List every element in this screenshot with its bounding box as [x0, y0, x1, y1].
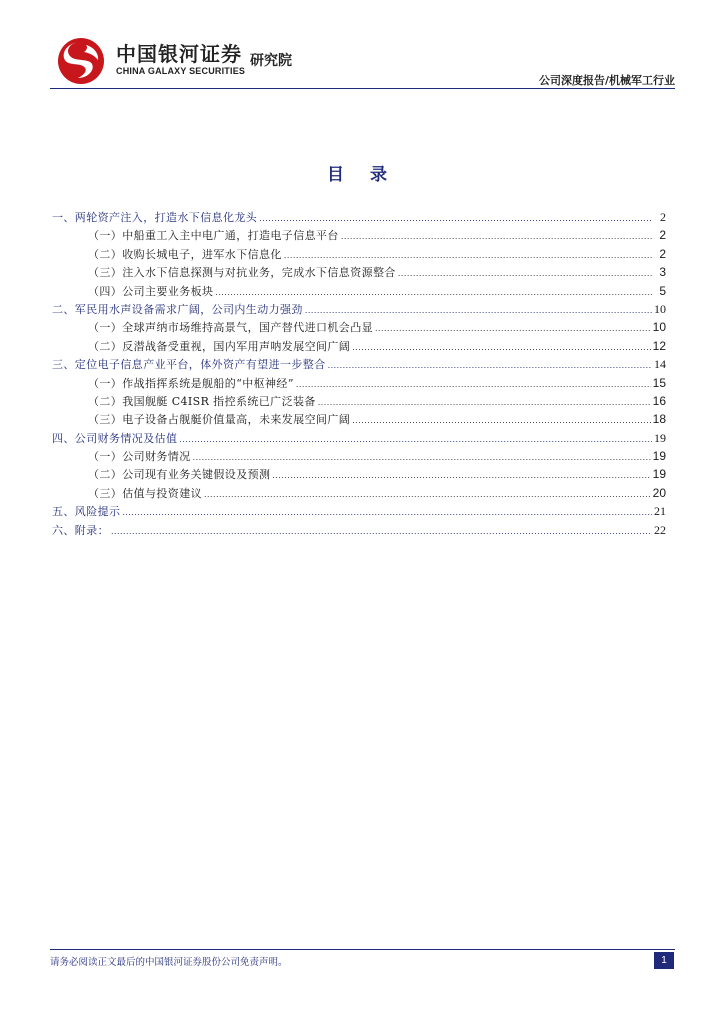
toc-entry-label: （三）电子设备占舰艇价值量高，未来发展空间广阔: [88, 413, 351, 427]
toc-entry-page: 2: [659, 228, 666, 243]
toc-entry[interactable]: [52, 484, 666, 502]
toc-entry-page: 2: [659, 246, 666, 261]
toc-entry[interactable]: [52, 355, 666, 373]
toc-leader-dots: [284, 246, 652, 264]
toc-entry-page: 20: [652, 485, 666, 500]
toc-entry[interactable]: [52, 374, 666, 392]
toc-leader-dots: [296, 375, 651, 393]
toc-entry-label: （二）反潜战备受重视，国内军用声呐发展空间广阔: [88, 339, 351, 353]
toc-entry-page: 22: [654, 522, 666, 537]
toc-leader-dots: [305, 301, 652, 319]
toc-entry-page: 16: [652, 393, 666, 408]
logo-english-name: CHINA GALAXY SECURITIES: [116, 66, 246, 76]
logo-institute-label: 研究院: [250, 53, 292, 69]
toc-entry[interactable]: [52, 282, 666, 300]
toc-entry[interactable]: [52, 465, 666, 483]
toc-entry[interactable]: [52, 429, 666, 447]
toc-entry-page: 18: [652, 412, 666, 427]
logo-chinese-name: 中国银河证券: [116, 42, 242, 66]
toc-entry-page: 10: [652, 320, 666, 335]
footer-disclaimer: 请务必阅读正文最后的中国银河证券股份公司免责声明。: [50, 957, 288, 968]
toc-entry-page: 12: [652, 338, 666, 353]
toc-entry-label: （二）我国舰艇 C4ISR 指控系统已广泛装备: [88, 394, 316, 408]
toc-leader-dots: [318, 393, 651, 411]
toc-entry-label: 三、定位电子信息产业平台，体外资产有望进一步整合: [52, 358, 326, 372]
toc-entry-page: 15: [652, 375, 666, 390]
toc-entry-page: 14: [654, 357, 666, 372]
toc-entry-page: 21: [654, 504, 666, 519]
toc-entry[interactable]: [52, 226, 666, 244]
toc-entry-label: （一）全球声纳市场维持高景气，国产替代进口机会凸显: [88, 321, 373, 335]
toc-leader-dots: [341, 227, 652, 245]
toc-entry-label: 五、风险提示: [52, 505, 121, 519]
toc-entry-label: （一）公司财务情况: [88, 450, 191, 464]
toc-entry-label: （三）注入水下信息探测与对抗业务，完成水下信息资源整合: [88, 266, 396, 280]
toc-title: 目 录: [327, 165, 397, 185]
toc-entry-page: 3: [659, 265, 666, 280]
toc-entry[interactable]: [52, 208, 666, 226]
page-header: [50, 30, 675, 90]
galaxy-logo-icon: [56, 36, 106, 86]
toc-entry-label: 六、附录：: [52, 523, 109, 537]
toc-leader-dots: [259, 209, 652, 227]
report-type-label: 公司深度报告/机械军工行业: [538, 74, 675, 87]
toc-entry[interactable]: [52, 300, 666, 318]
toc-entry[interactable]: [52, 263, 666, 281]
footer-divider: [50, 949, 675, 950]
toc-leader-dots: [375, 319, 651, 337]
toc-leader-dots: [352, 411, 650, 429]
toc-entry-label: （二）公司现有业务关键假设及预测: [88, 468, 271, 482]
toc-entry-page: 2: [660, 210, 666, 224]
toc-entry[interactable]: [52, 337, 666, 355]
toc-entry[interactable]: [52, 245, 666, 263]
toc-entry-label: 二、军民用水声设备需求广阔，公司内生动力强劲: [52, 302, 303, 316]
toc-entry-page: 19: [654, 430, 666, 445]
toc-leader-dots: [328, 356, 652, 374]
toc-entry[interactable]: [52, 502, 666, 520]
toc-entry-label: 四、公司财务情况及估值: [52, 431, 178, 445]
toc-entry-label: （三）估值与投资建议: [88, 486, 202, 500]
header-divider: [50, 88, 675, 89]
toc-leader-dots: [111, 522, 652, 540]
toc-leader-dots: [215, 283, 652, 301]
toc-entry[interactable]: [52, 318, 666, 336]
toc-entry-page: 19: [652, 467, 666, 482]
toc-entry-page: 19: [652, 449, 666, 464]
toc-entry-label: 一、两轮资产注入，打造水下信息化龙头: [52, 211, 258, 224]
toc-leader-dots: [122, 503, 652, 521]
toc-entry[interactable]: [52, 392, 666, 410]
toc-leader-dots: [193, 448, 651, 466]
company-logo: [50, 30, 320, 88]
toc-entry[interactable]: [52, 521, 666, 539]
toc-leader-dots: [204, 485, 651, 503]
toc-leader-dots: [352, 338, 650, 356]
toc-entry[interactable]: [52, 447, 666, 465]
toc-leader-dots: [272, 466, 650, 484]
toc-entry-label: （四）公司主要业务板块: [88, 284, 214, 298]
toc-entry-label: （二）收购长城电子，进军水下信息化: [88, 247, 282, 261]
page-number-badge: 1: [654, 952, 674, 969]
toc-entry[interactable]: [52, 410, 666, 428]
toc-entry-label: （一）中船重工入主中电广通，打造电子信息平台: [88, 229, 339, 243]
toc-leader-dots: [179, 430, 652, 448]
toc-leader-dots: [398, 264, 652, 282]
toc-entry-label: （一）作战指挥系统是舰船的“中枢神经”: [88, 376, 294, 390]
toc-entry-page: 5: [659, 283, 666, 298]
toc-entry-page: 10: [654, 301, 666, 316]
table-of-contents: [52, 208, 666, 539]
